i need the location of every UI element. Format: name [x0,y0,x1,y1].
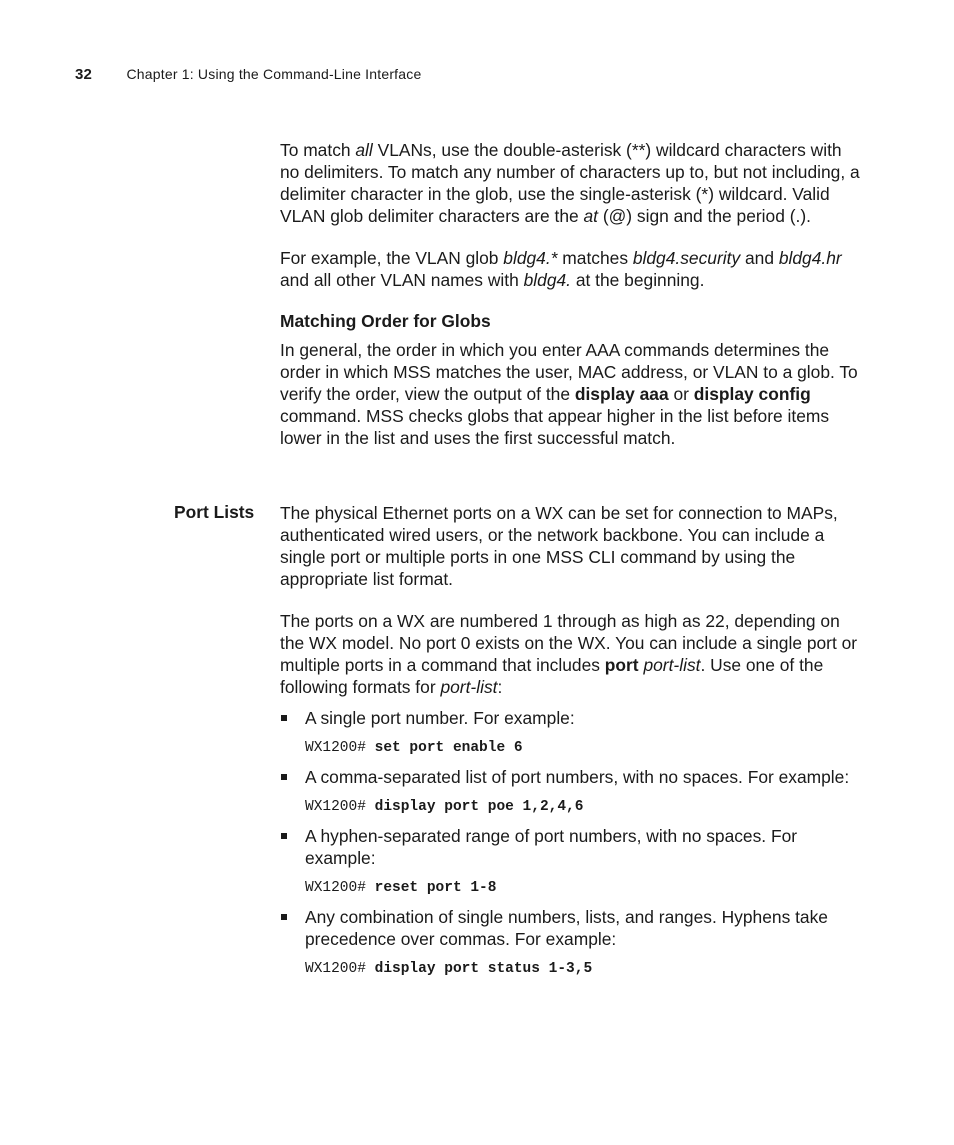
code-example: WX1200# reset port 1-8 [305,880,497,896]
list-item: Any combination of single numbers, lists, and ranges. Hyphens take precedence over commas. For example: [280,906,860,950]
side-heading: Port Lists [174,502,255,522]
list-item: A comma-separated list of port numbers, with no spaces. For example: [280,766,860,788]
paragraph: For example, the VLAN glob bldg4.* matches bldg4.security and bldg4.hr and all other VLAN names with bldg4. at the beginning. [280,248,842,290]
section-port-lists [280,502,860,979]
running-header [75,66,421,83]
code-example: WX1200# display port status 1-3,5 [305,961,593,977]
code-example: WX1200# set port enable 6 [305,740,523,756]
code-example: WX1200# display port poe 1,2,4,6 [305,799,584,815]
page-number: 32 [75,66,93,83]
paragraph: The ports on a WX are numbered 1 through as high as 22, depending on the WX model. No port 0 exists on the WX. You can include a single port or multiple ports in a command that includes port port-list. Use one of the following formats for port-list: [280,611,858,697]
list-item: A single port number. For example: [280,707,860,729]
bullet-square [281,774,287,780]
chapter-title: Chapter 1: Using the Command-Line Interface [126,66,422,82]
section-globs [280,139,860,449]
paragraph: In general, the order in which you enter AAA commands determines the order in which MSS matches the user, MAC address, or VLAN to a glob. To verify the order, view the output of the display aaa or display config command. MSS checks globs that appear higher in the list before items lower in the list and uses the first successful match. [280,340,858,448]
bullet-square [281,914,287,920]
bullet-square [281,833,287,839]
bullet-square [281,715,287,721]
subsection-heading: Matching Order for Globs [280,311,491,331]
list-item: A hyphen-separated range of port numbers, with no spaces. For example: [280,825,860,869]
paragraph: To match all VLANs, use the double-asterisk (**) wildcard characters with no delimiters. To match any number of characters up to, but not including, a delimiter character in the glob, use the single-asterisk (*) wildcard. Valid VLAN glob delimiter characters are the at (@) sign and the period (.). [280,140,860,226]
paragraph: The physical Ethernet ports on a WX can be set for connection to MAPs, authenticated wired users, or the network backbone. You can include a single port or multiple ports in one MSS CLI command by using the appropriate list format. [280,503,838,589]
